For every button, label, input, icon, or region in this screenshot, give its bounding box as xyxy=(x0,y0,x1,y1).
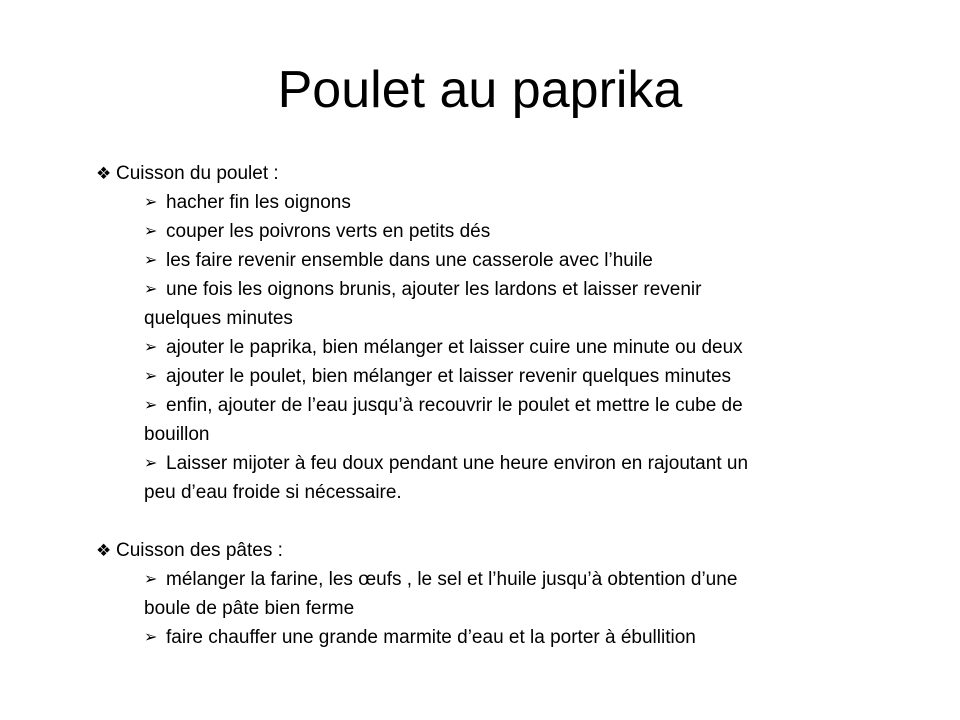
section-cuisson-poulet xyxy=(96,159,876,507)
arrow-bullet-icon: ➢ xyxy=(144,194,158,211)
section-heading xyxy=(96,159,876,188)
slide-title: Poulet au paprika xyxy=(277,61,683,119)
list-item xyxy=(144,623,876,652)
arrow-bullet-icon: ➢ xyxy=(144,571,158,588)
list-item xyxy=(144,188,876,217)
list-item-text: mélanger la farine, les œufs , le sel et l’huile jusqu’à obtention d’une xyxy=(166,569,738,590)
arrow-bullet-icon: ➢ xyxy=(144,223,158,240)
list-item xyxy=(144,246,876,275)
list-item-text: les faire revenir ensemble dans une casserole avec l’huile xyxy=(166,250,653,271)
slide-content xyxy=(96,159,876,652)
step-list xyxy=(96,188,876,507)
arrow-bullet-icon: ➢ xyxy=(144,629,158,646)
list-item-text: ajouter le poulet, bien mélanger et laisser revenir quelques minutes xyxy=(166,366,732,387)
arrow-bullet-icon: ➢ xyxy=(144,455,158,472)
list-item-text: une fois les oignons brunis, ajouter les lardons et laisser revenir xyxy=(166,279,702,300)
list-item xyxy=(144,275,876,333)
diamond-bullet-icon: ❖ xyxy=(96,164,112,183)
section-heading-text: Cuisson des pâtes : xyxy=(116,540,283,561)
list-item-text: faire chauffer une grande marmite d’eau et la porter à ébullition xyxy=(166,627,696,648)
list-item xyxy=(144,362,876,391)
step-list xyxy=(96,565,876,652)
section-heading-text: Cuisson du poulet : xyxy=(116,163,279,184)
list-item xyxy=(144,391,876,449)
arrow-bullet-icon: ➢ xyxy=(144,339,158,356)
section-cuisson-pates xyxy=(96,536,876,652)
list-item-text: ajouter le paprika, bien mélanger et laisser cuire une minute ou deux xyxy=(166,337,743,358)
arrow-bullet-icon: ➢ xyxy=(144,368,158,385)
arrow-bullet-icon: ➢ xyxy=(144,281,158,298)
list-item-text: couper les poivrons verts en petits dés xyxy=(166,221,491,242)
section-heading xyxy=(96,536,876,565)
list-item xyxy=(144,217,876,246)
list-item-text-continuation: peu d’eau froide si nécessaire. xyxy=(144,482,402,503)
list-item-text: hacher fin les oignons xyxy=(166,192,351,213)
list-item-text: enfin, ajouter de l’eau jusqu’à recouvrir le poulet et mettre le cube de xyxy=(166,395,743,416)
list-item-text: Laisser mijoter à feu doux pendant une heure environ en rajoutant un xyxy=(166,453,749,474)
list-item xyxy=(144,449,876,507)
list-item-text-continuation: quelques minutes xyxy=(144,308,293,329)
list-item-text-continuation: boule de pâte bien ferme xyxy=(144,598,355,619)
list-item-text-continuation: bouillon xyxy=(144,424,210,445)
arrow-bullet-icon: ➢ xyxy=(144,397,158,414)
diamond-bullet-icon: ❖ xyxy=(96,541,112,560)
list-item xyxy=(144,565,876,623)
list-item xyxy=(144,333,876,362)
arrow-bullet-icon: ➢ xyxy=(144,252,158,269)
